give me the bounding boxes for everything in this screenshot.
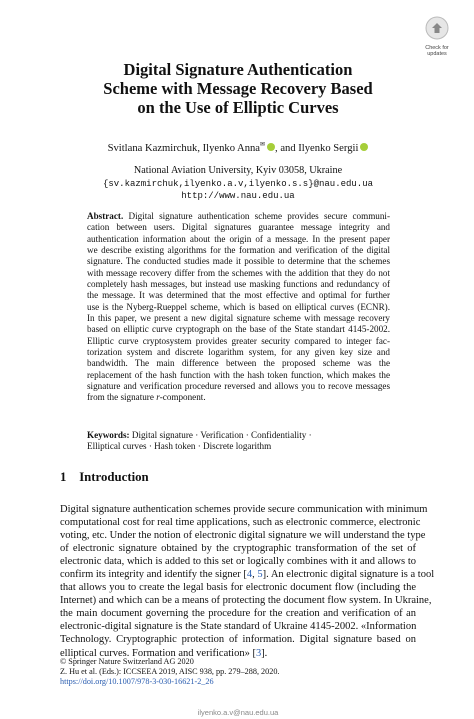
body-line: the main document governing the procedure for the creation and verification of an (60, 608, 416, 620)
abstract-line: bandwidth. The main difference between the proposed scheme was the (87, 358, 390, 369)
footer-citation: Z. Hu et al. (Eds.): ICCSEEA 2019, AISC 938, pp. 279–288, 2020. (60, 667, 280, 677)
abstract-line: replacement of the hash function with the hash token function, which makes the (87, 369, 390, 380)
abstract-line: signature. The conducted studies made it possible to determine that the schemes (87, 256, 390, 267)
badge-label-1: Check for (425, 45, 449, 51)
abstract-line: completely hash messages, but instead use masking functions and redundancy of (87, 278, 390, 289)
orcid-icon[interactable] (267, 143, 275, 151)
affiliation (60, 165, 416, 203)
envelope-icon[interactable]: ✉ (260, 142, 266, 148)
abstract-line: with message recovery differ from the schemes with the addition that they do not (87, 267, 390, 278)
footer-doi-link[interactable]: https://doi.org/10.1007/978-3-030-16621-2_26 (60, 677, 214, 687)
body-text: elliptical curves. Formation and verification» [ (60, 647, 256, 659)
title-line-3: on the Use of Elliptic Curves (137, 98, 339, 117)
body-line-citation (60, 568, 435, 581)
section-title: Introduction (79, 470, 149, 484)
abstract-line: Elliptic curve cryptosystem provides greater security compared to integer fac- (87, 335, 390, 346)
introduction-body (60, 503, 435, 660)
orcid-icon[interactable] (360, 143, 368, 151)
paper-title (60, 60, 416, 117)
abstract-line (87, 211, 390, 222)
body-line: voting, etc. Under the notion of electronic digital signature we will understand the type (60, 530, 426, 542)
abstract (87, 211, 390, 404)
abstract-line: use is the Nyberg-Rueppel scheme, which is based on elliptical curves (ECNR). (87, 301, 390, 312)
body-line: of electronic signature obtained by the cryptographic transformation of the set of (60, 543, 416, 555)
footer (60, 657, 279, 688)
body-text: ]. (261, 647, 268, 659)
abstract-line: cation between users. Digital signatures guarantee message integrity and (87, 222, 390, 233)
abstract-text: Digital signature authentication scheme provides secure communi- (123, 211, 390, 221)
affiliation-website[interactable]: http://www.nau.edu.ua (181, 191, 295, 201)
abstract-line: based on elliptic curve cryptograph on the base of the State standart 4145-2002. (87, 324, 390, 335)
author-list (60, 141, 416, 154)
body-line: electronic-digital signature is the State standard of Ukraine 4145-2002. «Information (60, 621, 417, 633)
abstract-tail: -component. (159, 392, 206, 403)
abstract-line: we describe existing algorithms for the formation and verification of the digital (87, 244, 390, 255)
body-line: Internet) and which can be a means of protecting the document flow system. In Ukraine, (60, 595, 432, 607)
citation-link-4[interactable]: 4 (246, 569, 253, 581)
author-2: Ilyenko Anna (202, 143, 260, 154)
keywords-line-2: Elliptical curves · Hash token · Discrete logarithm (87, 441, 272, 452)
footer-copyright: © Springer Nature Switzerland AG 2020 (60, 657, 194, 666)
abstract-line: In this paper, we present a new digital signature scheme with message recovery (87, 312, 390, 323)
abstract-line: the message. It was determined that the most effective and optimal for further (87, 290, 390, 301)
abstract-label: Abstract. (87, 211, 124, 221)
affiliation-emails[interactable]: {sv.kazmirchuk,ilyenko.a.v,ilyenko.s.s}@nau.edu.ua (102, 178, 374, 189)
body-line: computational cost for real time applications, such as electronic commerce, electronic (60, 517, 421, 529)
body-line: Technology. Cryptographic protection of information. Digital signature based on (60, 634, 416, 646)
section-number: 1 (60, 470, 67, 484)
body-text: ]. An electronic digital signature is a tool (262, 569, 435, 581)
r-symbol: r (156, 392, 160, 403)
keywords (87, 430, 390, 453)
affiliation-institution: National Aviation University, Kyiv 03058, Ukraine (133, 165, 343, 176)
keywords-label: Keywords: (87, 430, 130, 440)
abstract-line-last (87, 392, 390, 403)
abstract-line: signature and verification procedure reversed and allows you to recove messages (87, 380, 390, 391)
body-line: electronic data, which is added to this set or logically combines with it and allows to (60, 556, 416, 568)
author-1: Svitlana Kazmirchuk, (107, 143, 200, 154)
abstract-line: authentication information about the origin of a message. In the present paper (87, 233, 390, 244)
check-updates-icon (425, 16, 449, 40)
check-for-updates-badge[interactable] (419, 16, 455, 60)
title-line-2: Scheme with Message Recovery Based (103, 79, 373, 98)
title-line-1: Digital Signature Authentication (123, 60, 353, 79)
body-line: that allows you to create the legal basis for electronic document flow (including the (60, 582, 416, 594)
keywords-line-1 (87, 430, 390, 441)
section-heading (60, 470, 149, 485)
citation-link-5[interactable]: 5 (257, 569, 263, 581)
body-text: confirm its integrity and identify the signer [ (60, 569, 247, 581)
citation-link-3[interactable]: 3 (255, 647, 262, 659)
keywords-text: Digital signature · Verification · Confidentiality · (129, 430, 312, 440)
author-3: , and Ilyenko Sergii (275, 143, 359, 154)
abstract-text: from the signature (87, 392, 157, 403)
body-text: , (252, 569, 258, 581)
badge-label-2: updates (427, 51, 447, 57)
abstract-line: torization system and discrete logarithm system, for any given key size and (87, 346, 390, 357)
body-line: Digital signature authentication schemes provide secure communication with minimum (60, 504, 428, 515)
footer-email: ilyenko.a.v@nau.edu.ua (197, 708, 279, 717)
